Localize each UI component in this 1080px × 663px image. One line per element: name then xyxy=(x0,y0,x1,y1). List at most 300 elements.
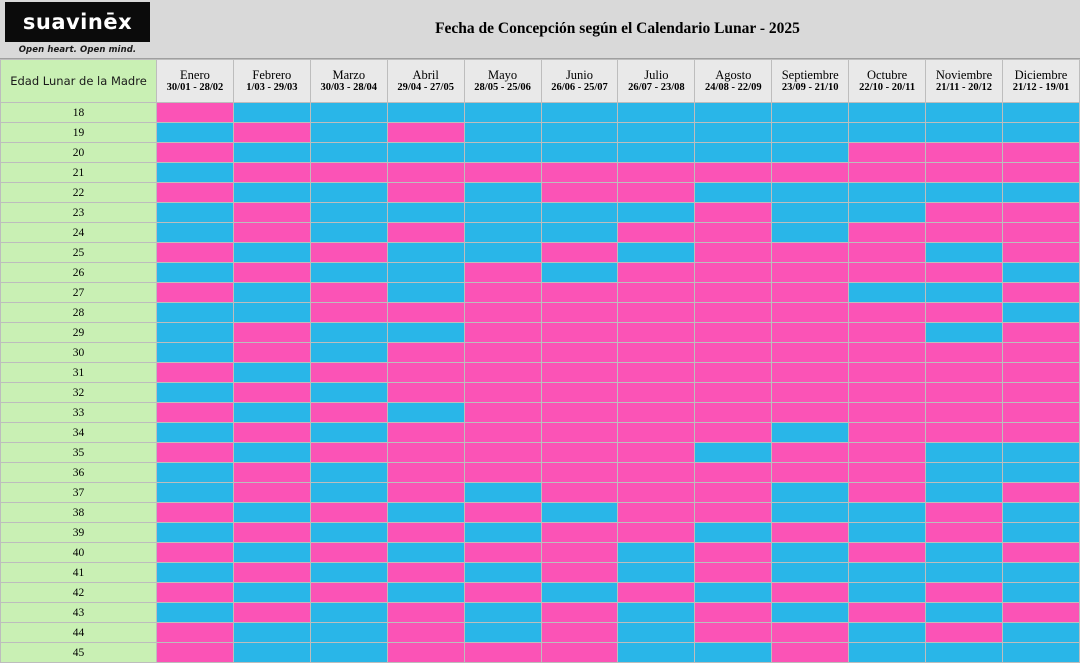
month-range: 24/08 - 22/09 xyxy=(705,82,762,94)
prediction-cell xyxy=(926,323,1003,343)
prediction-cell xyxy=(849,443,926,463)
age-cell: 37 xyxy=(1,483,157,503)
prediction-cell xyxy=(233,483,310,503)
prediction-cell xyxy=(849,123,926,143)
prediction-cell xyxy=(157,123,234,143)
brand-logo xyxy=(0,0,155,58)
prediction-cell xyxy=(926,403,1003,423)
prediction-cell xyxy=(618,403,695,423)
prediction-cell xyxy=(157,343,234,363)
table-row xyxy=(1,543,1080,563)
prediction-cell xyxy=(618,523,695,543)
prediction-cell xyxy=(464,143,541,163)
prediction-cell xyxy=(926,483,1003,503)
month-range: 28/05 - 25/06 xyxy=(474,82,531,94)
month-header xyxy=(464,60,541,103)
table-row xyxy=(1,423,1080,443)
prediction-cell xyxy=(695,283,772,303)
prediction-cell xyxy=(1002,183,1079,203)
prediction-cell xyxy=(926,223,1003,243)
prediction-cell xyxy=(387,423,464,443)
table-row xyxy=(1,603,1080,623)
prediction-cell xyxy=(849,283,926,303)
prediction-cell xyxy=(310,303,387,323)
month-range: 30/03 - 28/04 xyxy=(320,82,378,94)
prediction-cell xyxy=(387,123,464,143)
prediction-cell xyxy=(233,583,310,603)
age-cell: 40 xyxy=(1,543,157,563)
prediction-cell xyxy=(772,143,849,163)
prediction-cell xyxy=(233,603,310,623)
table-row xyxy=(1,563,1080,583)
prediction-cell xyxy=(464,563,541,583)
prediction-cell xyxy=(1002,143,1079,163)
prediction-cell xyxy=(387,543,464,563)
prediction-cell xyxy=(926,123,1003,143)
age-cell: 29 xyxy=(1,323,157,343)
prediction-cell xyxy=(772,283,849,303)
prediction-cell xyxy=(926,383,1003,403)
age-cell: 21 xyxy=(1,163,157,183)
prediction-cell xyxy=(464,283,541,303)
prediction-cell xyxy=(695,543,772,563)
prediction-cell xyxy=(387,183,464,203)
prediction-cell xyxy=(1002,363,1079,383)
prediction-cell xyxy=(1002,323,1079,343)
prediction-cell xyxy=(310,223,387,243)
prediction-cell xyxy=(541,423,618,443)
prediction-cell xyxy=(1002,343,1079,363)
prediction-cell xyxy=(695,223,772,243)
prediction-cell xyxy=(233,143,310,163)
prediction-cell xyxy=(310,503,387,523)
prediction-cell xyxy=(926,263,1003,283)
prediction-cell xyxy=(157,163,234,183)
table-row xyxy=(1,383,1080,403)
month-header xyxy=(772,60,849,103)
prediction-cell xyxy=(695,383,772,403)
prediction-cell xyxy=(926,303,1003,323)
month-name: Marzo xyxy=(332,67,366,82)
prediction-cell xyxy=(926,603,1003,623)
month-header xyxy=(387,60,464,103)
prediction-cell xyxy=(849,203,926,223)
month-name: Enero xyxy=(180,67,210,82)
table-row xyxy=(1,403,1080,423)
table-header-row xyxy=(1,60,1080,103)
prediction-cell xyxy=(772,523,849,543)
prediction-cell xyxy=(541,603,618,623)
prediction-cell xyxy=(157,243,234,263)
prediction-cell xyxy=(695,363,772,383)
prediction-cell xyxy=(157,303,234,323)
prediction-cell xyxy=(772,403,849,423)
prediction-cell xyxy=(541,583,618,603)
prediction-cell xyxy=(695,603,772,623)
prediction-cell xyxy=(618,283,695,303)
prediction-cell xyxy=(387,403,464,423)
prediction-cell xyxy=(618,323,695,343)
prediction-cell xyxy=(541,163,618,183)
prediction-cell xyxy=(849,603,926,623)
prediction-cell xyxy=(464,423,541,443)
prediction-cell xyxy=(387,223,464,243)
age-cell: 20 xyxy=(1,143,157,163)
table-row xyxy=(1,183,1080,203)
month-header xyxy=(695,60,772,103)
prediction-cell xyxy=(772,223,849,243)
prediction-cell xyxy=(849,263,926,283)
prediction-cell xyxy=(157,403,234,423)
prediction-cell xyxy=(772,623,849,643)
prediction-cell xyxy=(387,443,464,463)
month-range: 26/06 - 25/07 xyxy=(551,82,608,94)
prediction-cell xyxy=(157,563,234,583)
prediction-cell xyxy=(618,443,695,463)
prediction-cell xyxy=(541,563,618,583)
prediction-cell xyxy=(772,343,849,363)
prediction-cell xyxy=(464,383,541,403)
age-cell: 28 xyxy=(1,303,157,323)
prediction-cell xyxy=(695,303,772,323)
prediction-cell xyxy=(695,503,772,523)
prediction-cell xyxy=(695,323,772,343)
prediction-cell xyxy=(157,263,234,283)
prediction-cell xyxy=(849,523,926,543)
table-row xyxy=(1,303,1080,323)
prediction-cell xyxy=(772,483,849,503)
logo-tagline: Open heart. Open mind. xyxy=(18,45,137,55)
prediction-cell xyxy=(618,163,695,183)
prediction-cell xyxy=(310,383,387,403)
prediction-cell xyxy=(849,343,926,363)
prediction-cell xyxy=(618,103,695,123)
prediction-cell xyxy=(1002,383,1079,403)
month-name: Julio xyxy=(644,67,669,82)
prediction-cell xyxy=(541,523,618,543)
month-name: Septiembre xyxy=(781,67,839,82)
prediction-cell xyxy=(541,543,618,563)
prediction-cell xyxy=(541,383,618,403)
prediction-cell xyxy=(926,203,1003,223)
prediction-cell xyxy=(772,103,849,123)
prediction-cell xyxy=(387,583,464,603)
prediction-cell xyxy=(541,283,618,303)
prediction-cell xyxy=(1002,163,1079,183)
prediction-cell xyxy=(926,563,1003,583)
prediction-cell xyxy=(926,623,1003,643)
prediction-cell xyxy=(233,503,310,523)
prediction-cell xyxy=(233,423,310,443)
prediction-cell xyxy=(1002,403,1079,423)
prediction-cell xyxy=(1002,603,1079,623)
prediction-cell xyxy=(233,243,310,263)
prediction-cell xyxy=(310,163,387,183)
prediction-cell xyxy=(1002,303,1079,323)
age-cell: 24 xyxy=(1,223,157,243)
prediction-cell xyxy=(1002,283,1079,303)
prediction-cell xyxy=(618,263,695,283)
prediction-cell xyxy=(618,363,695,383)
age-cell: 26 xyxy=(1,263,157,283)
prediction-cell xyxy=(926,543,1003,563)
prediction-cell xyxy=(157,463,234,483)
prediction-cell xyxy=(772,463,849,483)
prediction-cell xyxy=(233,223,310,243)
prediction-cell xyxy=(849,403,926,423)
prediction-cell xyxy=(233,363,310,383)
prediction-cell xyxy=(618,223,695,243)
month-name: Diciembre xyxy=(1014,67,1068,82)
page-title xyxy=(155,0,1080,58)
month-range: 1/03 - 29/03 xyxy=(246,82,298,94)
prediction-cell xyxy=(772,243,849,263)
prediction-cell xyxy=(1002,483,1079,503)
prediction-cell xyxy=(387,343,464,363)
prediction-cell xyxy=(1002,423,1079,443)
prediction-cell xyxy=(310,443,387,463)
age-cell: 33 xyxy=(1,403,157,423)
prediction-cell xyxy=(310,183,387,203)
table-row xyxy=(1,163,1080,183)
prediction-cell xyxy=(464,203,541,223)
prediction-cell xyxy=(695,183,772,203)
prediction-cell xyxy=(926,363,1003,383)
prediction-cell xyxy=(926,103,1003,123)
prediction-cell xyxy=(464,163,541,183)
age-cell: 19 xyxy=(1,123,157,143)
prediction-cell xyxy=(1002,523,1079,543)
prediction-cell xyxy=(464,623,541,643)
age-cell: 23 xyxy=(1,203,157,223)
prediction-cell xyxy=(849,463,926,483)
prediction-cell xyxy=(387,263,464,283)
prediction-cell xyxy=(157,583,234,603)
prediction-cell xyxy=(541,203,618,223)
prediction-cell xyxy=(310,523,387,543)
prediction-cell xyxy=(464,463,541,483)
prediction-cell xyxy=(926,183,1003,203)
prediction-cell xyxy=(157,503,234,523)
prediction-cell xyxy=(695,483,772,503)
month-range: 29/04 - 27/05 xyxy=(397,82,454,94)
prediction-cell xyxy=(772,363,849,383)
page-header xyxy=(0,0,1080,59)
table-row xyxy=(1,583,1080,603)
prediction-cell xyxy=(464,303,541,323)
prediction-cell xyxy=(464,323,541,343)
age-cell: 18 xyxy=(1,103,157,123)
prediction-cell xyxy=(618,143,695,163)
prediction-cell xyxy=(695,523,772,543)
prediction-cell xyxy=(1002,123,1079,143)
prediction-cell xyxy=(157,143,234,163)
prediction-cell xyxy=(233,323,310,343)
month-header xyxy=(233,60,310,103)
prediction-cell xyxy=(1002,583,1079,603)
prediction-cell xyxy=(1002,203,1079,223)
table-row xyxy=(1,523,1080,543)
table-row xyxy=(1,283,1080,303)
prediction-cell xyxy=(695,443,772,463)
prediction-cell xyxy=(1002,443,1079,463)
prediction-cell xyxy=(310,103,387,123)
prediction-cell xyxy=(233,283,310,303)
prediction-cell xyxy=(926,583,1003,603)
prediction-cell xyxy=(926,423,1003,443)
prediction-cell xyxy=(387,103,464,123)
month-name: Octubre xyxy=(866,67,908,82)
month-header xyxy=(310,60,387,103)
prediction-cell xyxy=(926,463,1003,483)
age-cell: 32 xyxy=(1,383,157,403)
prediction-cell xyxy=(772,443,849,463)
prediction-cell xyxy=(618,183,695,203)
prediction-cell xyxy=(464,183,541,203)
prediction-cell xyxy=(695,343,772,363)
prediction-cell xyxy=(849,383,926,403)
prediction-cell xyxy=(849,183,926,203)
month-range: 23/09 - 21/10 xyxy=(781,82,839,94)
prediction-cell xyxy=(310,203,387,223)
prediction-cell xyxy=(926,243,1003,263)
age-cell: 36 xyxy=(1,463,157,483)
table-row xyxy=(1,623,1080,643)
age-cell: 25 xyxy=(1,243,157,263)
month-header xyxy=(926,60,1003,103)
table-row xyxy=(1,503,1080,523)
prediction-cell xyxy=(387,303,464,323)
prediction-cell xyxy=(849,623,926,643)
prediction-cell xyxy=(387,323,464,343)
prediction-cell xyxy=(926,143,1003,163)
prediction-cell xyxy=(695,583,772,603)
prediction-cell xyxy=(387,623,464,643)
prediction-cell xyxy=(926,163,1003,183)
prediction-cell xyxy=(387,143,464,163)
prediction-cell xyxy=(1002,563,1079,583)
prediction-cell xyxy=(233,563,310,583)
prediction-cell xyxy=(464,443,541,463)
prediction-cell xyxy=(310,483,387,503)
table-row xyxy=(1,123,1080,143)
prediction-cell xyxy=(618,543,695,563)
prediction-cell xyxy=(849,483,926,503)
prediction-cell xyxy=(310,583,387,603)
prediction-cell xyxy=(387,163,464,183)
prediction-cell xyxy=(233,403,310,423)
table-row xyxy=(1,243,1080,263)
prediction-cell xyxy=(772,423,849,443)
prediction-cell xyxy=(310,363,387,383)
prediction-cell xyxy=(464,343,541,363)
prediction-cell xyxy=(233,103,310,123)
month-name: Noviembre xyxy=(935,67,993,82)
prediction-cell xyxy=(849,143,926,163)
prediction-cell xyxy=(387,363,464,383)
prediction-cell xyxy=(618,123,695,143)
prediction-cell xyxy=(233,263,310,283)
month-range: 26/07 - 23/08 xyxy=(628,82,685,94)
prediction-cell xyxy=(233,523,310,543)
prediction-cell xyxy=(157,323,234,343)
prediction-cell xyxy=(849,303,926,323)
month-name: Febrero xyxy=(252,67,292,82)
prediction-cell xyxy=(387,563,464,583)
prediction-cell xyxy=(618,563,695,583)
table-row xyxy=(1,323,1080,343)
prediction-cell xyxy=(849,543,926,563)
prediction-cell xyxy=(849,163,926,183)
prediction-cell xyxy=(772,263,849,283)
month-header xyxy=(157,60,234,103)
table-row xyxy=(1,223,1080,243)
prediction-cell xyxy=(310,323,387,343)
prediction-cell xyxy=(695,403,772,423)
prediction-cell xyxy=(233,123,310,143)
prediction-cell xyxy=(849,423,926,443)
prediction-cell xyxy=(618,623,695,643)
prediction-cell xyxy=(1002,263,1079,283)
prediction-cell xyxy=(695,263,772,283)
prediction-cell xyxy=(849,583,926,603)
prediction-cell xyxy=(541,183,618,203)
prediction-cell xyxy=(849,243,926,263)
prediction-cell xyxy=(618,503,695,523)
month-range: 30/01 - 28/02 xyxy=(166,82,224,94)
prediction-cell xyxy=(618,603,695,623)
prediction-cell xyxy=(464,603,541,623)
prediction-cell xyxy=(849,323,926,343)
prediction-cell xyxy=(233,623,310,643)
prediction-cell xyxy=(541,363,618,383)
prediction-cell xyxy=(310,603,387,623)
prediction-cell xyxy=(772,563,849,583)
prediction-cell xyxy=(310,283,387,303)
prediction-cell xyxy=(387,203,464,223)
prediction-cell xyxy=(310,263,387,283)
month-header xyxy=(618,60,695,103)
prediction-cell xyxy=(618,483,695,503)
prediction-cell xyxy=(926,343,1003,363)
prediction-cell xyxy=(618,423,695,443)
prediction-cell xyxy=(310,403,387,423)
prediction-cell xyxy=(157,603,234,623)
prediction-cell xyxy=(541,463,618,483)
prediction-cell xyxy=(310,143,387,163)
prediction-cell xyxy=(695,423,772,443)
prediction-cell xyxy=(387,523,464,543)
prediction-cell xyxy=(1002,243,1079,263)
prediction-cell xyxy=(541,403,618,423)
prediction-cell xyxy=(541,343,618,363)
month-header xyxy=(1002,60,1079,103)
prediction-cell xyxy=(310,123,387,143)
prediction-cell xyxy=(772,323,849,343)
table-row xyxy=(1,143,1080,163)
prediction-cell xyxy=(772,203,849,223)
prediction-cell xyxy=(464,583,541,603)
table-body xyxy=(1,103,1080,663)
month-range: 21/11 - 20/12 xyxy=(936,82,993,94)
prediction-cell xyxy=(695,103,772,123)
prediction-cell xyxy=(849,503,926,523)
prediction-cell xyxy=(233,443,310,463)
table-row xyxy=(1,443,1080,463)
age-cell: 30 xyxy=(1,343,157,363)
prediction-cell xyxy=(541,323,618,343)
prediction-cell xyxy=(387,483,464,503)
